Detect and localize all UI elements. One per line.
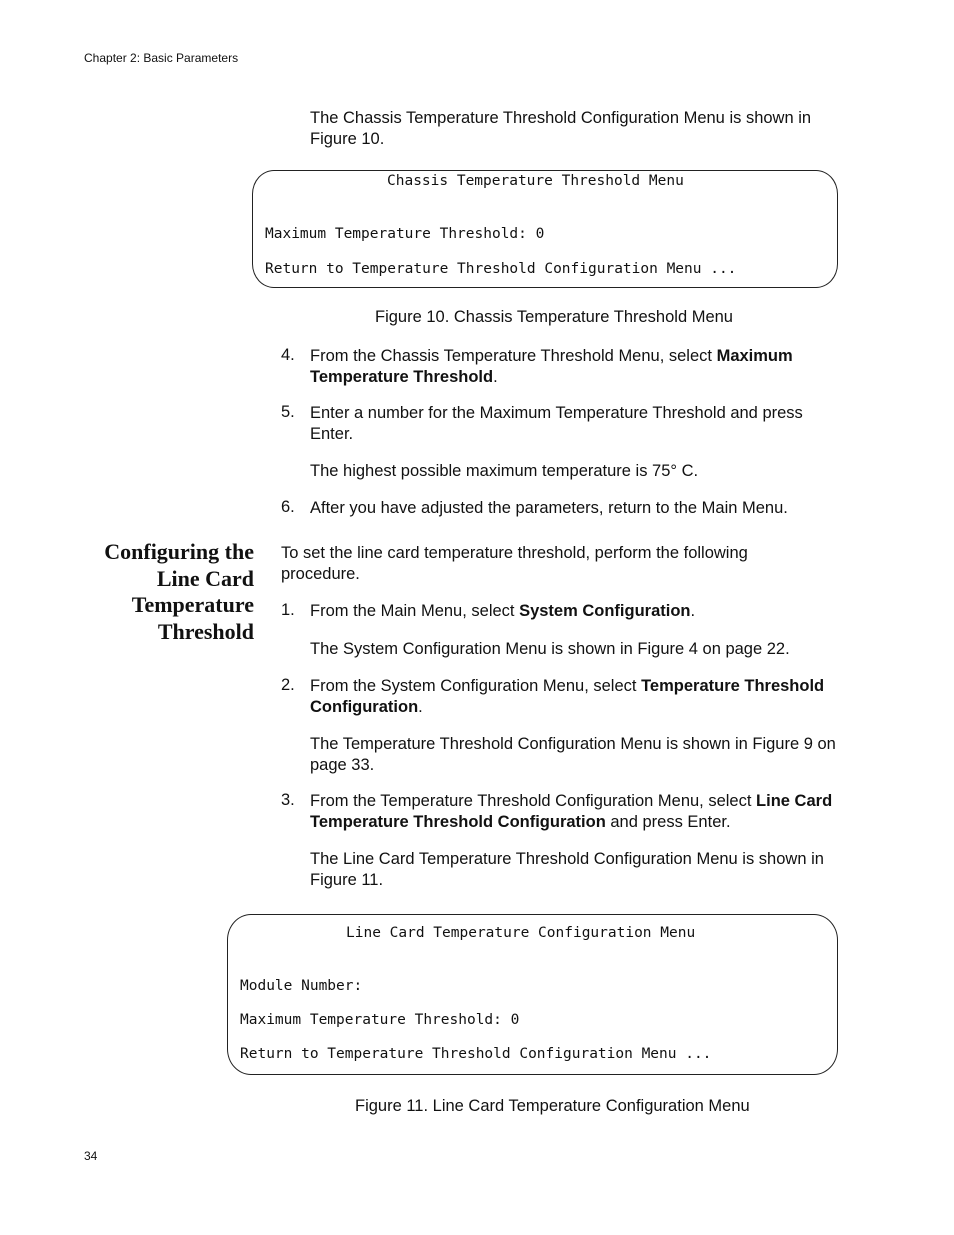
intro-paragraph: The Chassis Temperature Threshold Configuration Menu is shown in Figure 10. bbox=[310, 109, 812, 148]
step-2-post: . bbox=[418, 697, 423, 716]
figure-10-screen bbox=[252, 170, 838, 288]
step-4-bold: Maximum Temperature Threshold bbox=[310, 347, 793, 386]
section-heading-line-3: Temperature bbox=[131, 592, 254, 617]
section-heading-line-4: Threshold bbox=[157, 618, 254, 644]
step-1-bold: System Configuration bbox=[519, 602, 691, 620]
step-1-pre: From the Main Menu, select bbox=[310, 602, 520, 620]
figure-10-return-line: Return to Temperature Threshold Configuration Menu ... bbox=[265, 261, 737, 277]
section-heading bbox=[104, 539, 254, 645]
step-2-note: The Temperature Threshold Configuration Menu is shown in Figure 9 on page 33. bbox=[310, 735, 836, 774]
step-3-note: The Line Card Temperature Threshold Configuration Menu is shown in Figure 11. bbox=[310, 850, 824, 889]
section-heading-line-2: Line Card bbox=[156, 565, 254, 591]
step-1-post: . bbox=[690, 602, 696, 620]
step-4-text bbox=[310, 346, 840, 387]
figure-10-max-threshold-line: Maximum Temperature Threshold: 0 bbox=[265, 226, 545, 242]
figure-11-screen bbox=[227, 914, 838, 1075]
step-6-text: After you have adjusted the parameters, return to the Main Menu. bbox=[310, 499, 788, 517]
running-header: Chapter 2: Basic Parameters bbox=[84, 51, 239, 65]
step-4-pre: From the Chassis Temperature Threshold Menu, select bbox=[310, 347, 717, 365]
step-number: 2. bbox=[281, 676, 295, 694]
step-2-text bbox=[310, 676, 850, 717]
figure-11-module-number-line: Module Number: bbox=[240, 978, 363, 994]
step-4-post: . bbox=[493, 367, 498, 386]
step-number: 1. bbox=[281, 601, 295, 619]
figure-11-title: Line Card Temperature Configuration Menu bbox=[346, 925, 696, 941]
step-3-post: and press Enter. bbox=[605, 812, 731, 831]
step-3-bold: Line Card Temperature Threshold Configuration bbox=[310, 792, 833, 831]
section-heading-line-1: Configuring the bbox=[104, 539, 254, 564]
section-intro: To set the line card temperature threshold, perform the following procedure. bbox=[281, 544, 748, 583]
figure-10-caption: Figure 10. Chassis Temperature Threshold Menu bbox=[375, 308, 733, 326]
step-1-note: The System Configuration Menu is shown in Figure 4 on page 22. bbox=[310, 640, 790, 658]
step-number: 4. bbox=[281, 346, 295, 364]
step-number: 3. bbox=[281, 791, 295, 809]
page-number: 34 bbox=[84, 1149, 98, 1163]
figure-11-return-line: Return to Temperature Threshold Configuration Menu ... bbox=[240, 1046, 712, 1062]
step-2-bold: Temperature Threshold Configuration bbox=[310, 677, 825, 716]
step-3-text bbox=[310, 791, 840, 832]
step-2-pre: From the System Configuration Menu, select bbox=[310, 677, 642, 695]
figure-10-title: Chassis Temperature Threshold Menu bbox=[387, 173, 684, 189]
figure-11-caption: Figure 11. Line Card Temperature Configuration Menu bbox=[355, 1097, 750, 1115]
step-3-pre: From the Temperature Threshold Configuration Menu, select bbox=[310, 792, 757, 810]
step-5-note: The highest possible maximum temperature is 75° C. bbox=[310, 462, 699, 480]
step-1-text bbox=[310, 601, 840, 622]
step-5-text: Enter a number for the Maximum Temperature Threshold and press Enter. bbox=[310, 404, 803, 443]
step-number: 6. bbox=[281, 498, 295, 516]
figure-11-max-threshold-line: Maximum Temperature Threshold: 0 bbox=[240, 1012, 520, 1028]
step-number: 5. bbox=[281, 403, 295, 421]
